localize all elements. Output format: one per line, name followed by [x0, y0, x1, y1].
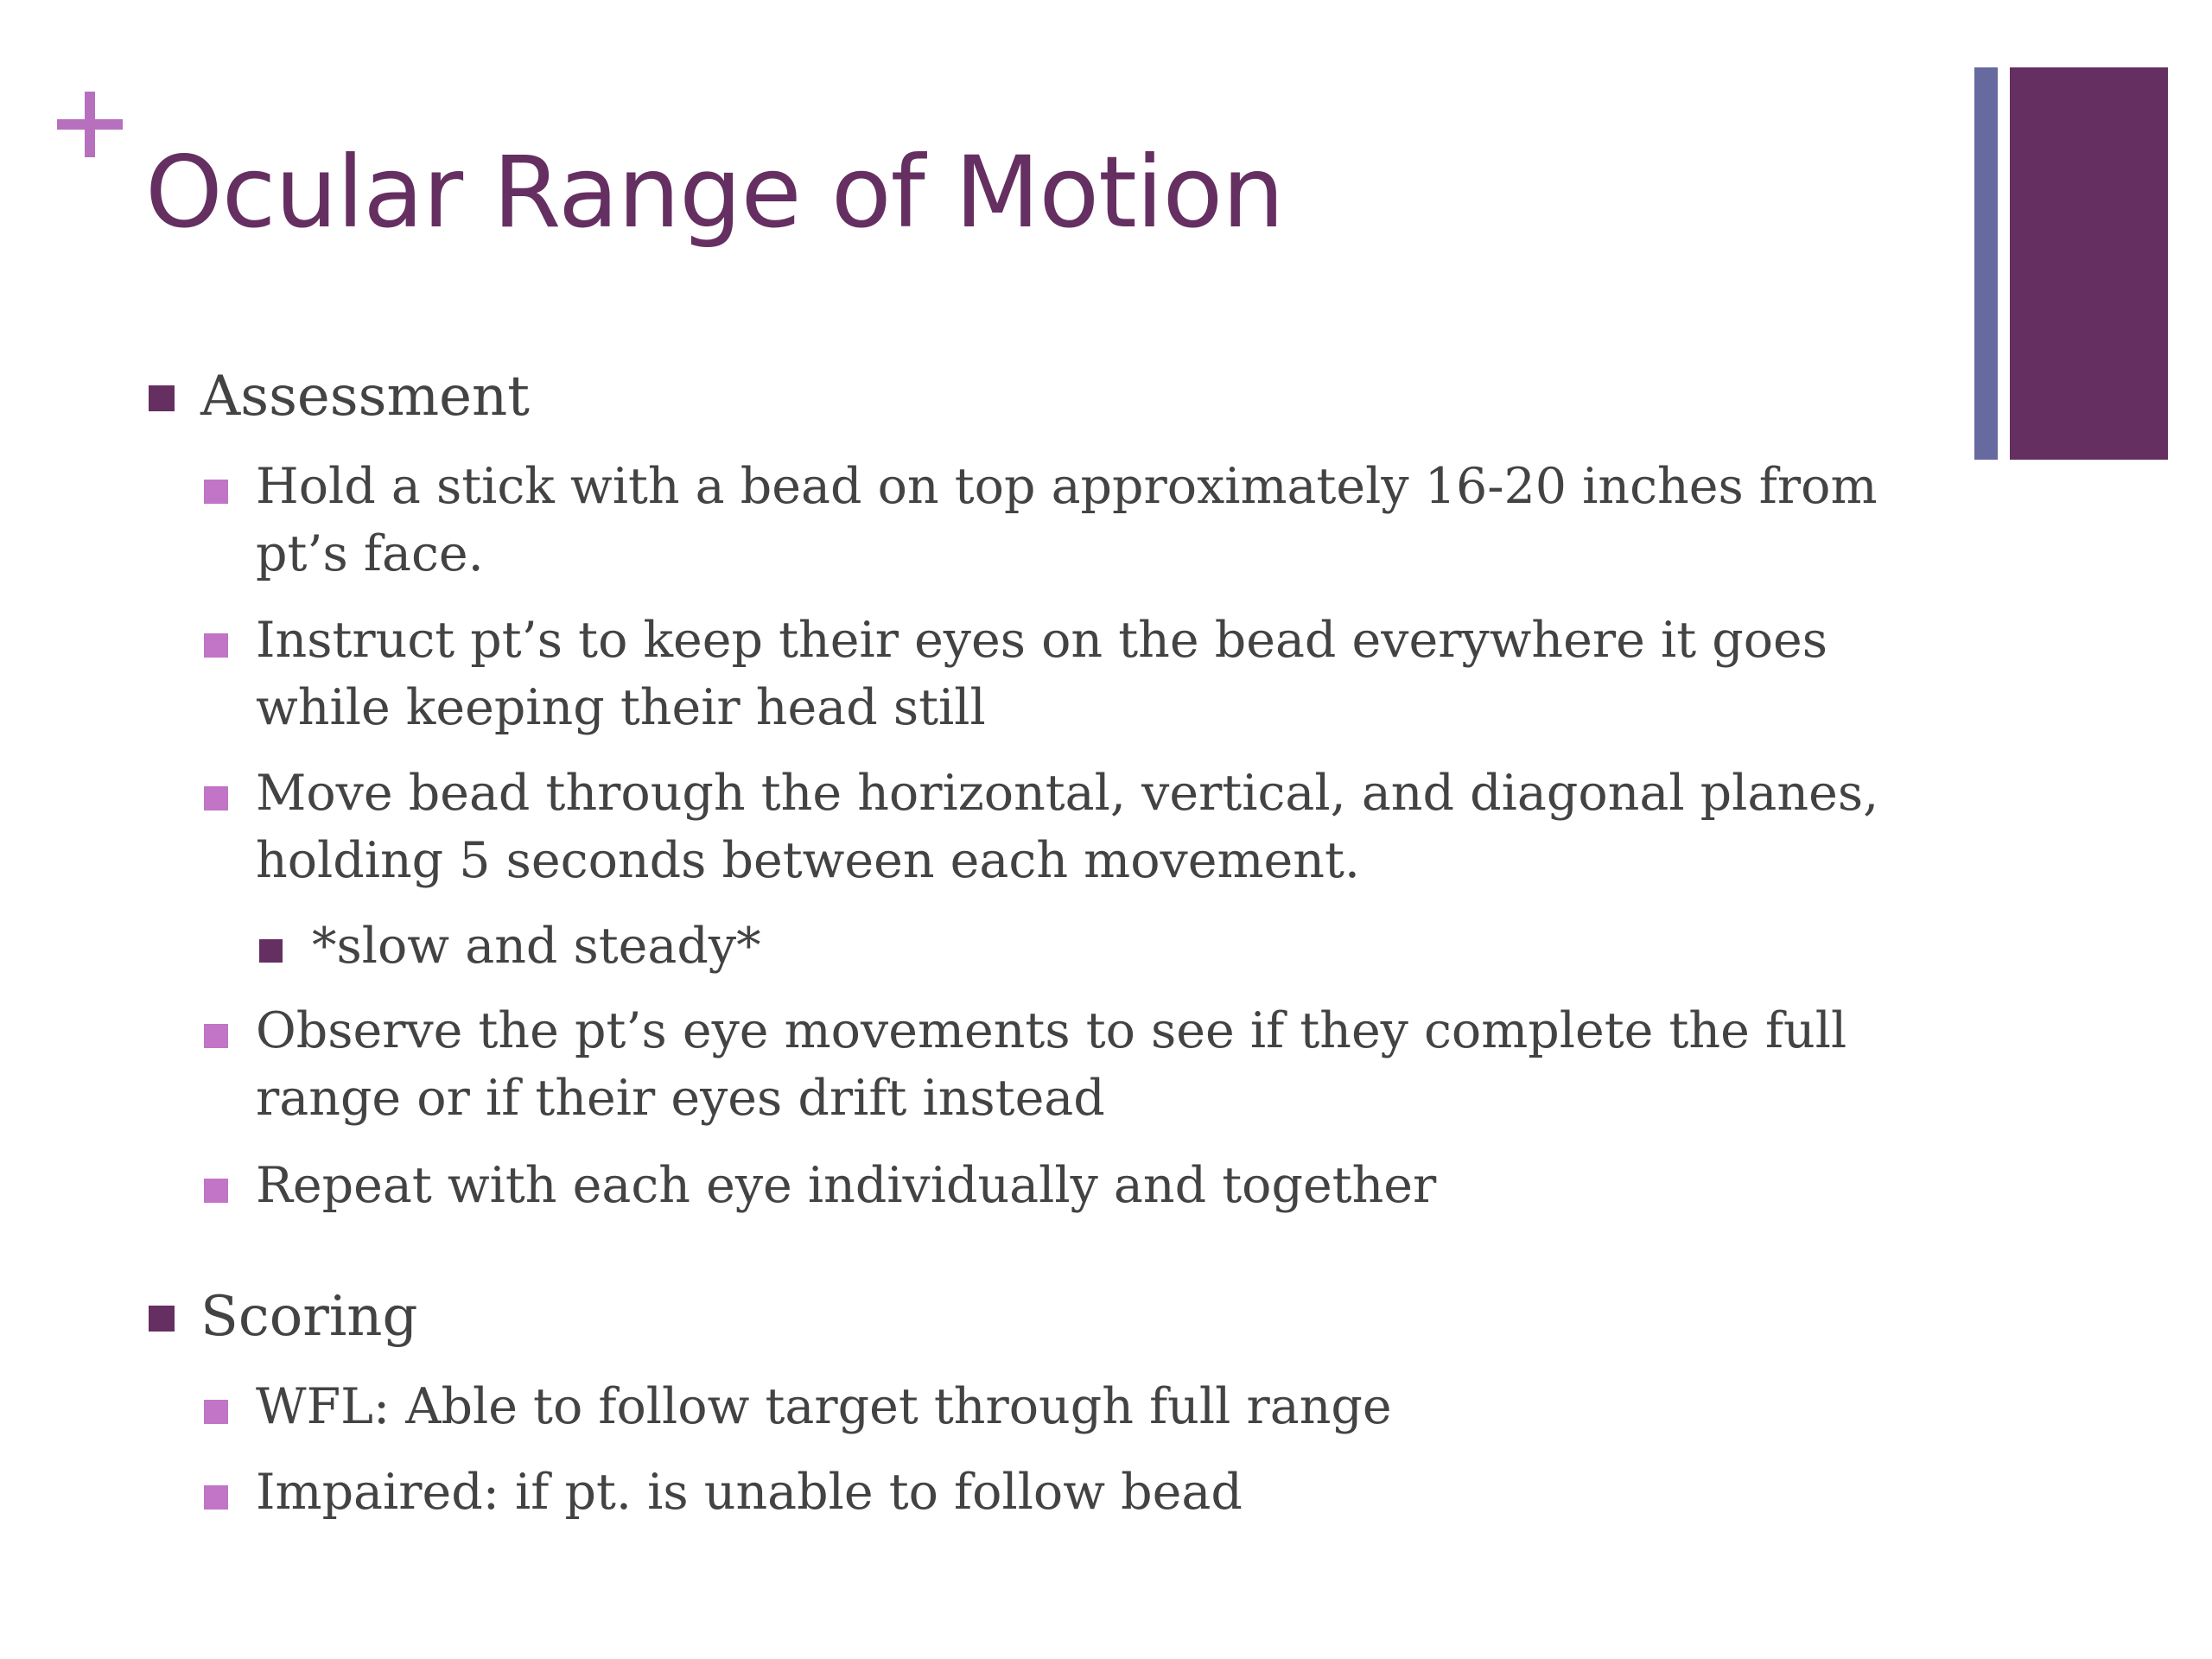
list-item: Impaired: if pt. is unable to follow bead	[204, 1459, 1243, 1526]
accent-bar-thick	[2010, 67, 2168, 460]
bullet-square-icon	[204, 1024, 228, 1048]
plus-icon	[57, 92, 123, 157]
accent-bar-thin	[1974, 67, 1998, 460]
bullet-square-icon	[149, 1306, 175, 1332]
list-item: WFL: Able to follow target through full range	[204, 1373, 1392, 1440]
bullet-square-icon	[259, 939, 283, 963]
bullet-square-icon	[204, 786, 228, 810]
slide-title: Ocular Range of Motion	[145, 135, 1284, 250]
list-item: Repeat with each eye individually and together	[204, 1152, 1436, 1219]
list-item: Instruct pt’s to keep their eyes on the bead everywhere it goes while keeping their head still	[204, 607, 1827, 741]
bullet-square-icon	[204, 1179, 228, 1203]
section-heading-assessment: Assessment	[149, 363, 530, 430]
list-item-nested: *slow and steady*	[259, 912, 761, 980]
bullet-square-icon	[204, 1400, 228, 1424]
bullet-square-icon	[204, 633, 228, 658]
section-heading-scoring: Scoring	[149, 1283, 417, 1351]
list-item: Move bead through the horizontal, vertical, and diagonal planes, holding 5 seconds between each movement.	[204, 760, 1878, 894]
bullet-square-icon	[204, 480, 228, 504]
bullet-square-icon	[149, 385, 175, 411]
list-item: Observe the pt’s eye movements to see if they complete the full range or if their eyes drift instead	[204, 997, 1847, 1132]
list-item: Hold a stick with a bead on top approximately 16-20 inches from pt’s face.	[204, 453, 1878, 588]
bullet-square-icon	[204, 1485, 228, 1510]
